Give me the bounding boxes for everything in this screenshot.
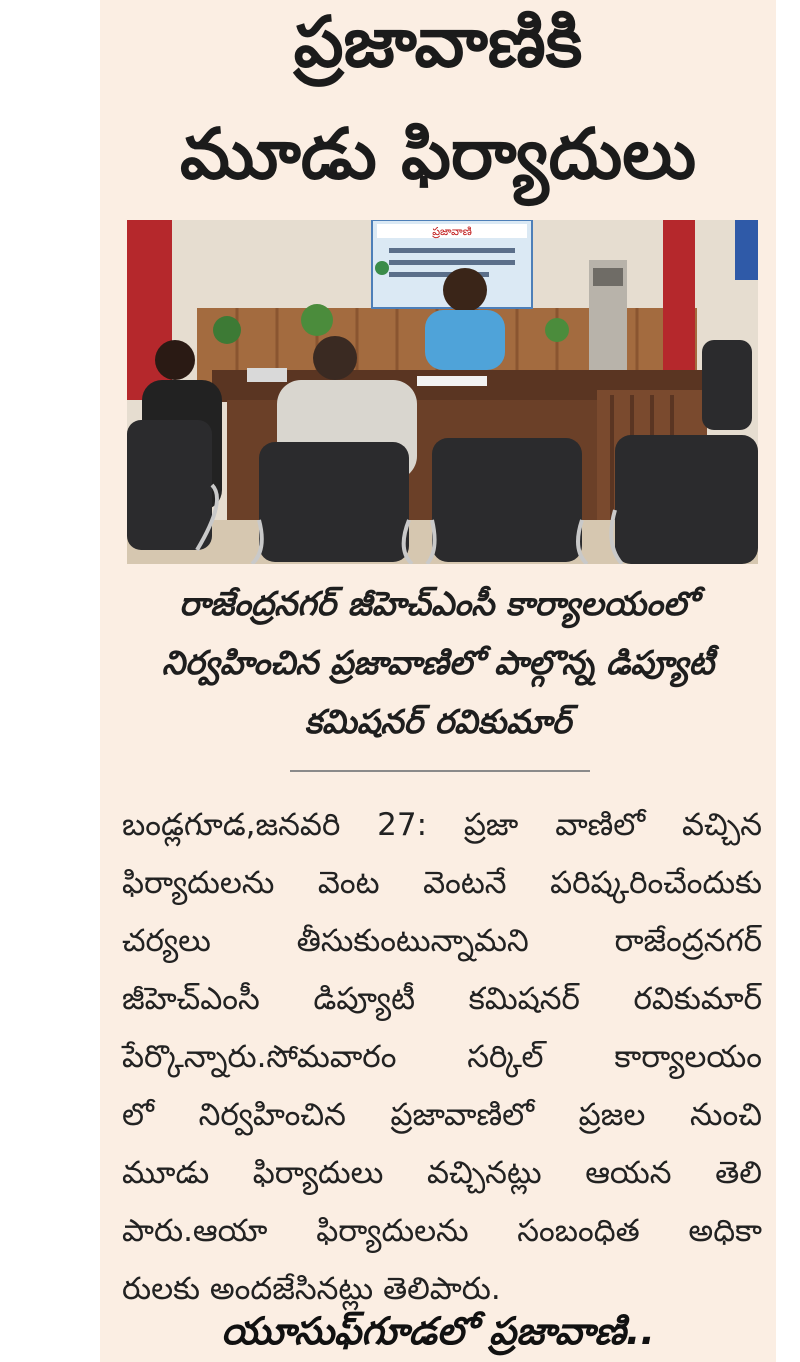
photo-caption-line-1: రాజేంద్రనగర్ జీహెచ్ఎంసీ కార్యాలయంలో xyxy=(179,584,697,623)
body-line: పేర్కొన్నారు.సోమవారం సర్కిల్ కార్యాలయం xyxy=(122,1039,762,1075)
officer-head xyxy=(443,268,487,312)
body-line: పారు.ఆయా ఫిర్యాదులను సంబంధిత అధికా xyxy=(122,1213,762,1249)
body-line: రులకు అందజేసినట్లు తెలిపారు. xyxy=(122,1271,501,1307)
photo-caption-line-3: కమిషనర్ రవికుమార్ xyxy=(304,702,572,741)
banner-text: ప్రజావాణి xyxy=(432,225,472,238)
headline-line-2: మూడు ఫిర్యాదులు xyxy=(179,113,697,195)
body-line: చర్యలు తీసుకుంటున్నామని రాజేంద్రనగర్ xyxy=(122,923,762,959)
photo-caption-line-2: నిర్వహించిన ప్రజావాణిలో పాల్గొన్న డిప్యూటీ xyxy=(161,643,715,682)
caption-divider xyxy=(290,770,590,772)
body-line: మూడు ఫిర్యాదులు వచ్చినట్లు ఆయన తెలి xyxy=(122,1155,762,1191)
headline-line-1: ప్రజావాణికి xyxy=(293,1,583,83)
visitor-woman-head xyxy=(155,340,195,380)
officer-shirt xyxy=(425,310,505,370)
news-clipping xyxy=(100,0,776,1362)
office-scene-illustration xyxy=(127,220,758,564)
body-line: లో నిర్వహించిన ప్రజావాణిలో ప్రజల నుంచి xyxy=(122,1097,762,1133)
body-line: ఫిర్యాదులను వెంట వెంటనే పరిష్కరించేందుకు xyxy=(122,865,762,901)
curtain-right xyxy=(663,220,695,370)
visitor-man-head xyxy=(313,336,357,380)
body-line: బండ్లగూడ,జనవరి 27: ప్రజా వాణిలో వచ్చిన xyxy=(122,807,762,843)
subheading: యూసుఫ్‌గూడలో ప్రజావాణి.. xyxy=(221,1309,655,1353)
news-photo xyxy=(127,220,758,564)
body-line: జీహెచ్ఎంసీ డిప్యూటీ కమిషనర్ రవికుమార్ xyxy=(122,981,762,1017)
